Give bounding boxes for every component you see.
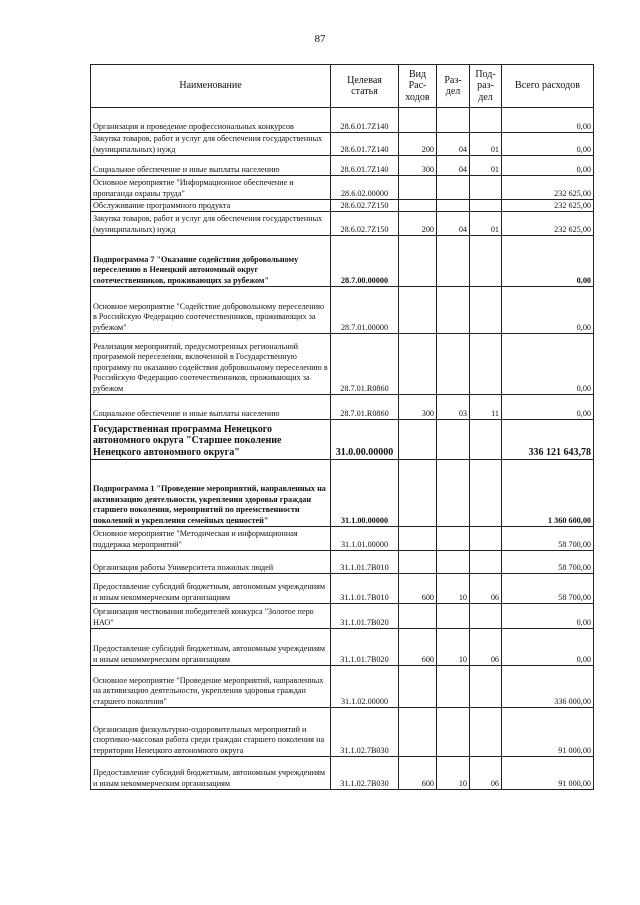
row-name: Закупка товаров, работ и услуг для обеспечения государственных (муниципальных) нужд (91, 212, 331, 236)
row-subsection (470, 527, 502, 551)
row-subsection (470, 176, 502, 200)
header-section: Раз-дел (437, 65, 470, 108)
row-total: 58 700,00 (502, 527, 594, 551)
row-target-article: 28.7.01.00000 (331, 287, 399, 334)
row-subsection (470, 551, 502, 574)
table-row (91, 133, 594, 156)
row-total: 232 625,00 (502, 176, 594, 200)
row-total: 0,00 (502, 133, 594, 156)
row-total: 0,00 (502, 629, 594, 666)
row-subsection (470, 708, 502, 757)
row-section: 10 (437, 574, 470, 604)
table-row (91, 176, 594, 200)
table-row (91, 460, 594, 527)
row-total: 0,00 (502, 395, 594, 420)
row-subsection (470, 108, 502, 133)
row-name: Подпрограмма 1 "Проведение мероприятий, направленных на активизацию деятельности, укрепления здоровья граждан старшего поколения, мероприятий по преемственности поколений и укрепления семейных ценностей" (91, 460, 331, 527)
row-name: Государственная программа Ненецкого автономного округа "Старшее поколение Ненецкого автономного округа" (91, 420, 331, 460)
row-target-article: 31.1.01.7B020 (331, 604, 399, 629)
row-expense-type (399, 108, 437, 133)
table-row (91, 666, 594, 708)
row-total: 336 000,00 (502, 666, 594, 708)
row-expense-type (399, 236, 437, 287)
row-section: 04 (437, 156, 470, 176)
row-expense-type (399, 551, 437, 574)
row-expense-type (399, 287, 437, 334)
row-name: Предоставление субсидий бюджетным, автономным учреждениям и иным некоммерческим организациям (91, 629, 331, 666)
row-target-article: 28.6.02.00000 (331, 176, 399, 200)
row-name: Обслуживание программного продукта (91, 200, 331, 212)
row-name: Закупка товаров, работ и услуг для обеспечения государственных (муниципальных) нужд (91, 133, 331, 156)
row-total: 232 625,00 (502, 212, 594, 236)
row-target-article: 31.1.00.00000 (331, 460, 399, 527)
row-section: 04 (437, 133, 470, 156)
table-row (91, 551, 594, 574)
row-target-article: 31.1.01.7B020 (331, 629, 399, 666)
row-total: 0,00 (502, 156, 594, 176)
row-name: Организация чествования победителей конкурса "Золотое перо НАО" (91, 604, 331, 629)
row-total: 91 000,00 (502, 757, 594, 790)
table-row (91, 156, 594, 176)
row-total: 91 000,00 (502, 708, 594, 757)
row-target-article: 28.6.01.7Z140 (331, 156, 399, 176)
row-subsection (470, 200, 502, 212)
row-expense-type (399, 666, 437, 708)
row-subsection: 06 (470, 757, 502, 790)
header-subsection: Под-раз-дел (470, 65, 502, 108)
row-expense-type (399, 334, 437, 395)
table-row (91, 527, 594, 551)
row-expense-type: 600 (399, 574, 437, 604)
row-expense-type: 200 (399, 133, 437, 156)
row-section: 10 (437, 757, 470, 790)
header-row (91, 65, 594, 108)
row-name: Основное мероприятие "Информационное обеспечение и пропаганда охраны труда" (91, 176, 331, 200)
row-target-article: 31.1.01.00000 (331, 527, 399, 551)
row-section (437, 527, 470, 551)
table-row (91, 395, 594, 420)
table-row (91, 287, 594, 334)
row-name: Реализация мероприятий, предусмотренных региональной программой переселения, включенной в Государственную программу по оказанию содействия добровольному переселению в Российскую Федерацию соотечественников, проживающих за рубежом (91, 334, 331, 395)
row-total: 232 625,00 (502, 200, 594, 212)
row-section: 10 (437, 629, 470, 666)
row-section (437, 604, 470, 629)
row-subsection (470, 236, 502, 287)
table-row (91, 108, 594, 133)
row-subsection: 06 (470, 574, 502, 604)
header-target-article: Целевая статья (331, 65, 399, 108)
row-name: Основное мероприятие "Методическая и информационная поддержка мероприятий" (91, 527, 331, 551)
table-row (91, 200, 594, 212)
row-section (437, 420, 470, 460)
row-total: 0,00 (502, 604, 594, 629)
row-total: 58 700,00 (502, 551, 594, 574)
row-target-article: 28.6.01.7Z140 (331, 108, 399, 133)
row-target-article: 31.1.02.7B030 (331, 757, 399, 790)
row-target-article: 28.7.01.R0860 (331, 395, 399, 420)
row-expense-type: 300 (399, 395, 437, 420)
row-subsection (470, 460, 502, 527)
row-expense-type (399, 527, 437, 551)
row-target-article: 31.1.01.7B010 (331, 574, 399, 604)
row-section (437, 708, 470, 757)
header-total: Всего расходов (502, 65, 594, 108)
row-name: Основное мероприятие "Проведение мероприятий, направленных на активизацию деятельности, укрепления здоровья граждан старшего поколения" (91, 666, 331, 708)
row-total: 0,00 (502, 236, 594, 287)
table-body (91, 108, 594, 790)
row-section (437, 236, 470, 287)
row-expense-type: 600 (399, 757, 437, 790)
row-subsection (470, 287, 502, 334)
row-subsection (470, 604, 502, 629)
row-target-article: 28.6.01.7Z140 (331, 133, 399, 156)
row-target-article: 31.1.02.7B030 (331, 708, 399, 757)
row-subsection: 06 (470, 629, 502, 666)
row-subsection: 01 (470, 133, 502, 156)
page-number: 87 (314, 33, 326, 45)
row-name: Социальное обеспечение и иные выплаты населению (91, 395, 331, 420)
row-name: Социальное обеспечение и иные выплаты населению (91, 156, 331, 176)
row-subsection (470, 334, 502, 395)
row-expense-type: 200 (399, 212, 437, 236)
row-section (437, 460, 470, 527)
table-row (91, 629, 594, 666)
row-name: Основное мероприятие "Содействие добровольному переселению в Российскую Федерацию соотечественников, проживающих за рубежом" (91, 287, 331, 334)
header-name: Наименование (91, 65, 331, 108)
row-name: Предоставление субсидий бюджетным, автономным учреждениям и иным некоммерческим организациям (91, 757, 331, 790)
row-name: Организация физкультурно-оздоровительных мероприятий и спортивно-массовая работа среди граждан старшего поколения на территории Ненецкого автономного округа (91, 708, 331, 757)
row-name: Организация работы Университета пожилых людей (91, 551, 331, 574)
row-subsection (470, 420, 502, 460)
row-total: 58 700,00 (502, 574, 594, 604)
row-target-article: 28.7.00.00000 (331, 236, 399, 287)
row-section (437, 287, 470, 334)
row-name: Предоставление субсидий бюджетным, автономным учреждениям и иным некоммерческим организациям (91, 574, 331, 604)
row-expense-type (399, 176, 437, 200)
row-target-article: 28.6.02.7Z150 (331, 200, 399, 212)
row-section: 03 (437, 395, 470, 420)
table-row (91, 757, 594, 790)
row-section: 04 (437, 212, 470, 236)
row-total: 1 360 600,00 (502, 460, 594, 527)
table-row (91, 574, 594, 604)
row-subsection: 11 (470, 395, 502, 420)
row-section (437, 200, 470, 212)
table-row (91, 420, 594, 460)
row-target-article: 28.7.01.R0860 (331, 334, 399, 395)
budget-table (90, 64, 594, 790)
row-section (437, 666, 470, 708)
row-section (437, 334, 470, 395)
header-expense-type: Вид Рас-ходов (399, 65, 437, 108)
row-name: Подпрограмма 7 "Оказание содействия добровольному переселению в Ненецкий автономный округ соотечественников, проживающих за рубежом" (91, 236, 331, 287)
row-section (437, 551, 470, 574)
table-row (91, 604, 594, 629)
row-expense-type (399, 200, 437, 212)
row-subsection: 01 (470, 212, 502, 236)
row-expense-type: 600 (399, 629, 437, 666)
row-total: 0,00 (502, 108, 594, 133)
row-target-article: 31.0.00.00000 (331, 420, 399, 460)
row-expense-type (399, 460, 437, 527)
row-name: Организация и проведение профессиональных конкурсов (91, 108, 331, 133)
row-total: 0,00 (502, 287, 594, 334)
table-row (91, 708, 594, 757)
row-target-article: 31.1.02.00000 (331, 666, 399, 708)
row-section (437, 176, 470, 200)
table-row (91, 212, 594, 236)
row-total: 336 121 643,78 (502, 420, 594, 460)
table-row (91, 236, 594, 287)
row-target-article: 31.1.01.7B010 (331, 551, 399, 574)
row-expense-type (399, 604, 437, 629)
row-section (437, 108, 470, 133)
row-target-article: 28.6.02.7Z150 (331, 212, 399, 236)
row-subsection (470, 666, 502, 708)
row-expense-type (399, 708, 437, 757)
row-expense-type: 300 (399, 156, 437, 176)
row-subsection: 01 (470, 156, 502, 176)
table-row (91, 334, 594, 395)
row-total: 0,00 (502, 334, 594, 395)
row-expense-type (399, 420, 437, 460)
